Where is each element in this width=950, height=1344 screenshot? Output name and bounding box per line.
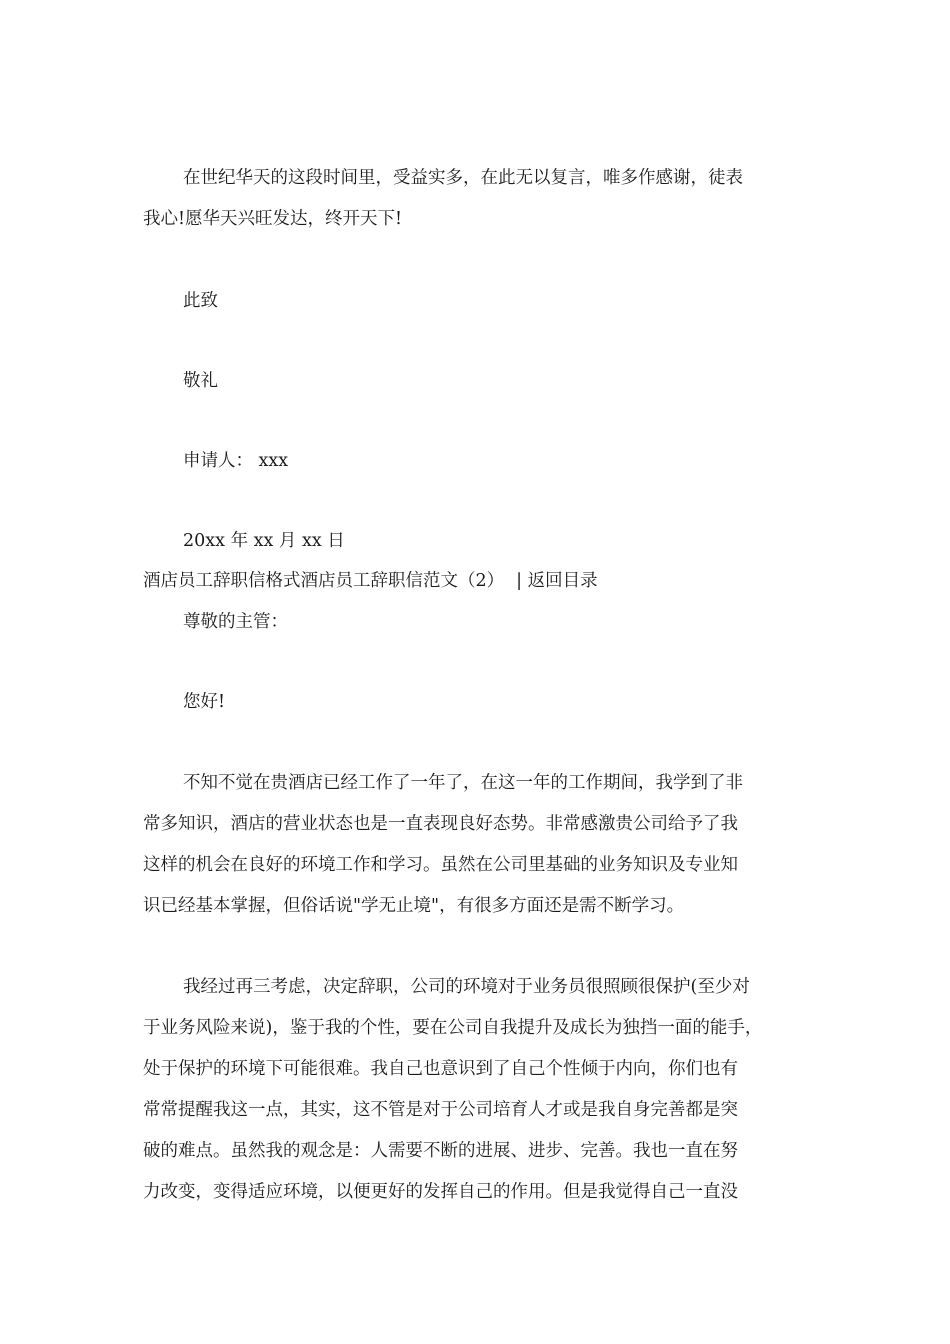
greeting: 尊敬的主管： — [183, 612, 288, 632]
paragraph-2-line-3: 处于保护的环境下可能很难。我自己也意识到了自己个性倾于内向，你们也有 — [143, 1059, 738, 1079]
paragraph-1-line-1: 不知不觉在贵酒店已经工作了一年了，在这一年的工作期间，我学到了非 — [183, 773, 743, 793]
paragraph-2-line-1: 我经过再三考虑，决定辞职，公司的环境对于业务员很照顾很保护(至少对 — [183, 977, 750, 997]
hello-line: 您好! — [183, 692, 226, 712]
salutation-cizhi: 此致 — [183, 291, 218, 311]
paragraph-1-line-4: 识已经基本掌握，但俗话说"学无止境"，有很多方面还是需不断学习。 — [143, 896, 685, 916]
paragraph-1-line-2: 常多知识，酒店的营业状态也是一直表现良好态势。非常感激贵公司给予了我 — [143, 814, 738, 834]
date-line: 20xx 年 xx 月 xx 日 — [183, 531, 345, 551]
closing-paragraph-line-1: 在世纪华天的这段时间里，受益实多，在此无以复言，唯多作感谢，徒表 — [183, 168, 743, 188]
paragraph-1-line-3: 这样的机会在良好的环境工作和学习。虽然在公司里基础的业务知识及专业知 — [143, 855, 738, 875]
salutation-jingli: 敬礼 — [183, 371, 218, 391]
paragraph-2-line-2: 于业务风险来说)，鉴于我的个性，要在公司自我提升及成长为独挡一面的能手， — [143, 1018, 763, 1038]
applicant-line: 申请人： xxx — [183, 451, 289, 471]
paragraph-2-line-4: 常常提醒我这一点，其实，这不管是对于公司培育人才或是我自身完善都是突 — [143, 1100, 738, 1120]
back-to-contents-link[interactable]: 返回目录 — [527, 571, 598, 591]
section-title: 酒店员工辞职信格式酒店员工辞职信范文（2） — [143, 571, 505, 591]
separator: | — [516, 571, 523, 591]
closing-paragraph-line-2: 我心!愿华天兴旺发达，终开天下! — [143, 209, 403, 229]
paragraph-2-line-5: 破的难点。虽然我的观念是：人需要不断的进展、进步、完善。我也一直在努 — [143, 1141, 738, 1161]
paragraph-2-line-6: 力改变，变得适应环境，以便更好的发挥自己的作用。但是我觉得自己一直没 — [143, 1182, 738, 1202]
section-heading — [143, 569, 598, 593]
